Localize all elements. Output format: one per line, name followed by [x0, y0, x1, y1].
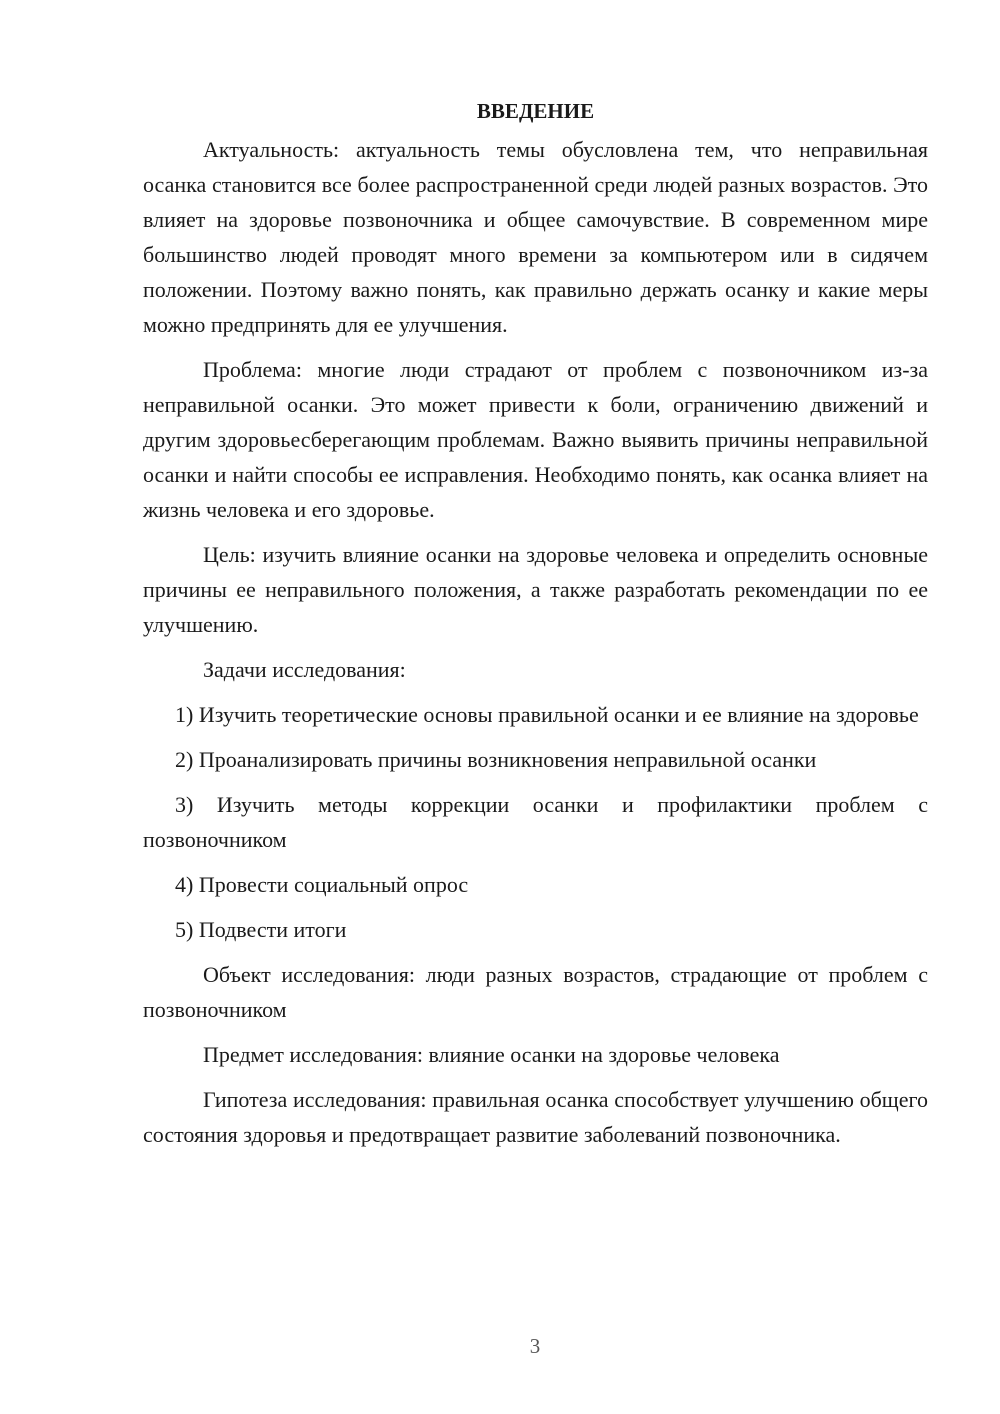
task-item: 4) Провести социальный опрос — [175, 872, 469, 897]
tasks-label: Задачи исследования: — [203, 657, 406, 682]
problem-paragraph: Проблема: многие люди страдают от проблем с позвоночником из-за неправильной осанки. Это может привести к боли, ограничению движений и другим здоровьесберегающим проблемам. Важно выявить причины неправильной осанки и найти способы ее исправления. Необходимо понять, как осанка влияет на жизнь человека и его здоровье. — [143, 357, 928, 522]
goal-paragraph: Цель: изучить влияние осанки на здоровье человека и определить основные причины ее неправильного положения, а также разработать рекомендации по ее улучшению. — [143, 542, 928, 637]
hypothesis-paragraph: Гипотеза исследования: правильная осанка способствует улучшению общего состояния здоровья и предотвращает развитие заболеваний позвоночника. — [143, 1087, 928, 1147]
task-item: 3) Изучить методы коррекции осанки и профилактики проблем с позвоночником — [143, 792, 928, 852]
task-item: 2) Проанализировать причины возникновения неправильной осанки — [175, 747, 817, 772]
section-heading: ВВЕДЕНИЕ — [476, 99, 595, 123]
relevance-paragraph: Актуальность: актуальность темы обусловлена тем, что неправильная осанка становится все более распространенной среди людей разных возрастов. Это влияет на здоровье позвоночника и общее самочувствие. В современном мире большинство людей проводят много времени за компьютером или в сидячем положении. Поэтому важно понять, как правильно держать осанку и какие меры можно предпринять для ее улучшения. — [143, 137, 928, 337]
page-number: 3 — [529, 1334, 541, 1358]
subject-paragraph: Предмет исследования: влияние осанки на здоровье человека — [203, 1042, 780, 1067]
task-item: 5) Подвести итоги — [175, 917, 347, 942]
task-item: 1) Изучить теоретические основы правильной осанки и ее влияние на здоровье — [175, 702, 919, 727]
page-content — [143, 96, 928, 1162]
object-paragraph: Объект исследования: люди разных возрастов, страдающие от проблем с позвоночником — [143, 962, 928, 1022]
